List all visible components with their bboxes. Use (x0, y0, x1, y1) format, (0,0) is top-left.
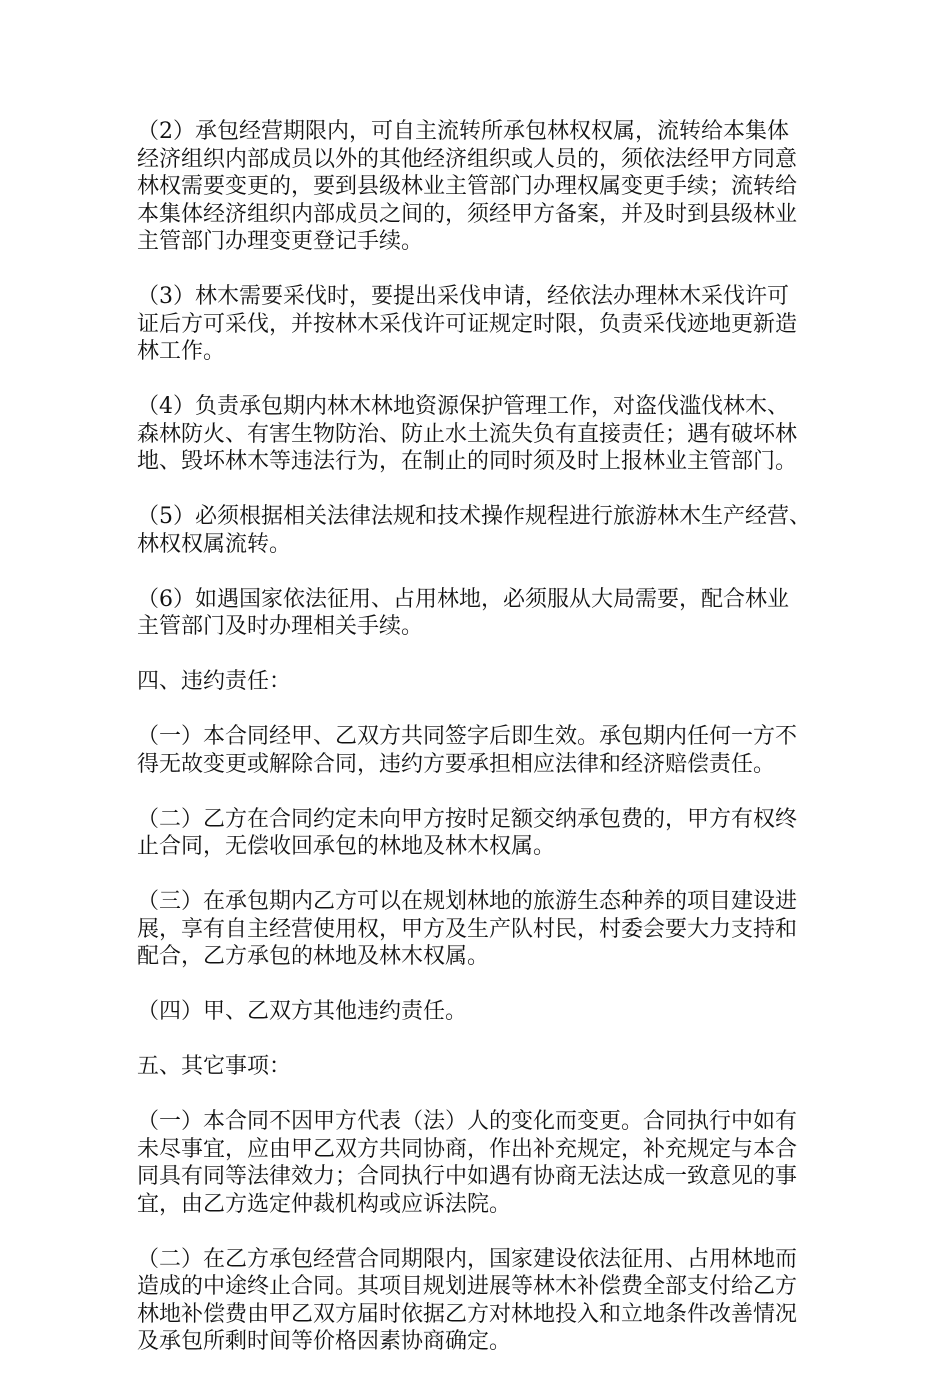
paragraph-line: 未尽事宜，应由甲乙双方共同协商，作出补充规定，补充规定与本合 (137, 1136, 798, 1162)
paragraph-line: （三）在承包期内乙方可以在规划林地的旅游生态种养的项目建设进 (137, 889, 798, 914)
paragraph-line: 地、毁坏林木等违法行为，在制止的同时须及时上报林业主管部门。 (137, 449, 798, 474)
document-paragraph (137, 1246, 827, 1356)
document-paragraph (137, 668, 827, 696)
paragraph-line: 宜，由乙方选定仲裁机构或应诉法院。 (137, 1191, 512, 1217)
paragraph-line: 配合，乙方承包的林地及林木权属。 (137, 944, 490, 969)
paragraph-line: （3）林木需要采伐时，要提出采伐申请，经依法办理林木采伐许可 (137, 284, 789, 309)
document-paragraph (137, 1053, 827, 1081)
paragraph-line: 及承包所剩时间等价格因素协商确定。 (137, 1329, 512, 1354)
paragraph-line: 展，享有自主经营使用权，甲方及生产队村民，村委会要大力支持和 (137, 916, 798, 942)
paragraph-line: 林权需要变更的，要到县级林业主管部门办理权属变更手续；流转给 (137, 174, 798, 199)
document-paragraph (137, 393, 827, 476)
paragraph-line: 本集体经济组织内部成员之间的，须经甲方备案，并及时到县级林业 (137, 201, 798, 227)
paragraph-line: 林地补偿费由甲乙双方届时依据乙方对林地投入和立地条件改善情况 (137, 1301, 798, 1327)
document-paragraph (137, 1108, 827, 1218)
paragraph-line: （5）必须根据相关法律法规和技术操作规程进行旅游林木生产经营、 (137, 504, 811, 529)
paragraph-line: 证后方可采伐，并按林木采伐许可证规定时限，负责采伐迹地更新造 (137, 311, 798, 337)
paragraph-line: （二）乙方在合同约定未向甲方按时足额交纳承包费的，甲方有权终 (137, 806, 798, 832)
paragraph-line: 得无故变更或解除合同，违约方要承担相应法律和经济赔偿责任。 (137, 751, 776, 777)
document-paragraph (137, 888, 827, 971)
paragraph-line: （二）在乙方承包经营合同期限内，国家建设依法征用、占用林地而 (137, 1246, 798, 1272)
document-paragraph (137, 283, 827, 366)
paragraph-line: （2）承包经营期限内，可自主流转所承包林权权属，流转给本集体 (137, 119, 789, 144)
paragraph-line: 林权权属流转。 (137, 531, 292, 557)
paragraph-line: 四、违约责任： (137, 669, 292, 694)
paragraph-line: （四）甲、乙双方其他违约责任。 (137, 999, 468, 1024)
paragraph-line: 森林防火、有害生物防治、防止水土流失负有直接责任；遇有破坏林 (137, 421, 798, 447)
document-paragraph (137, 723, 827, 778)
paragraph-line: 五、其它事项： (137, 1054, 292, 1079)
paragraph-line: 主管部门办理变更登记手续。 (137, 229, 424, 254)
paragraph-line: 造成的中途终止合同。其项目规划进展等林木补偿费全部支付给乙方 (137, 1274, 798, 1299)
paragraph-line: （一）本合同不因甲方代表（法）人的变化而变更。合同执行中如有 (137, 1109, 798, 1134)
paragraph-line: （4）负责承包期内林木林地资源保护管理工作，对盗伐滥伐林木、 (137, 394, 789, 419)
document-paragraph (137, 998, 827, 1026)
paragraph-line: 止合同，无偿收回承包的林地及林木权属。 (137, 834, 556, 859)
paragraph-line: （一）本合同经甲、乙双方共同签字后即生效。承包期内任何一方不 (137, 724, 798, 749)
paragraph-line: 主管部门及时办理相关手续。 (137, 614, 424, 639)
document-paragraph (137, 806, 827, 861)
document-paragraph (137, 586, 827, 641)
document-paragraph (137, 118, 827, 256)
paragraph-line: （6）如遇国家依法征用、占用林地，必须服从大局需要，配合林业 (137, 586, 789, 612)
paragraph-line: 林工作。 (137, 339, 226, 364)
document-paragraph (137, 503, 827, 558)
paragraph-line: 经济组织内部成员以外的其他经济组织或人员的，须依法经甲方同意 (137, 146, 798, 172)
paragraph-line: 同具有同等法律效力；合同执行中如遇有协商无法达成一致意见的事 (137, 1164, 798, 1189)
document-page (137, 118, 827, 1383)
